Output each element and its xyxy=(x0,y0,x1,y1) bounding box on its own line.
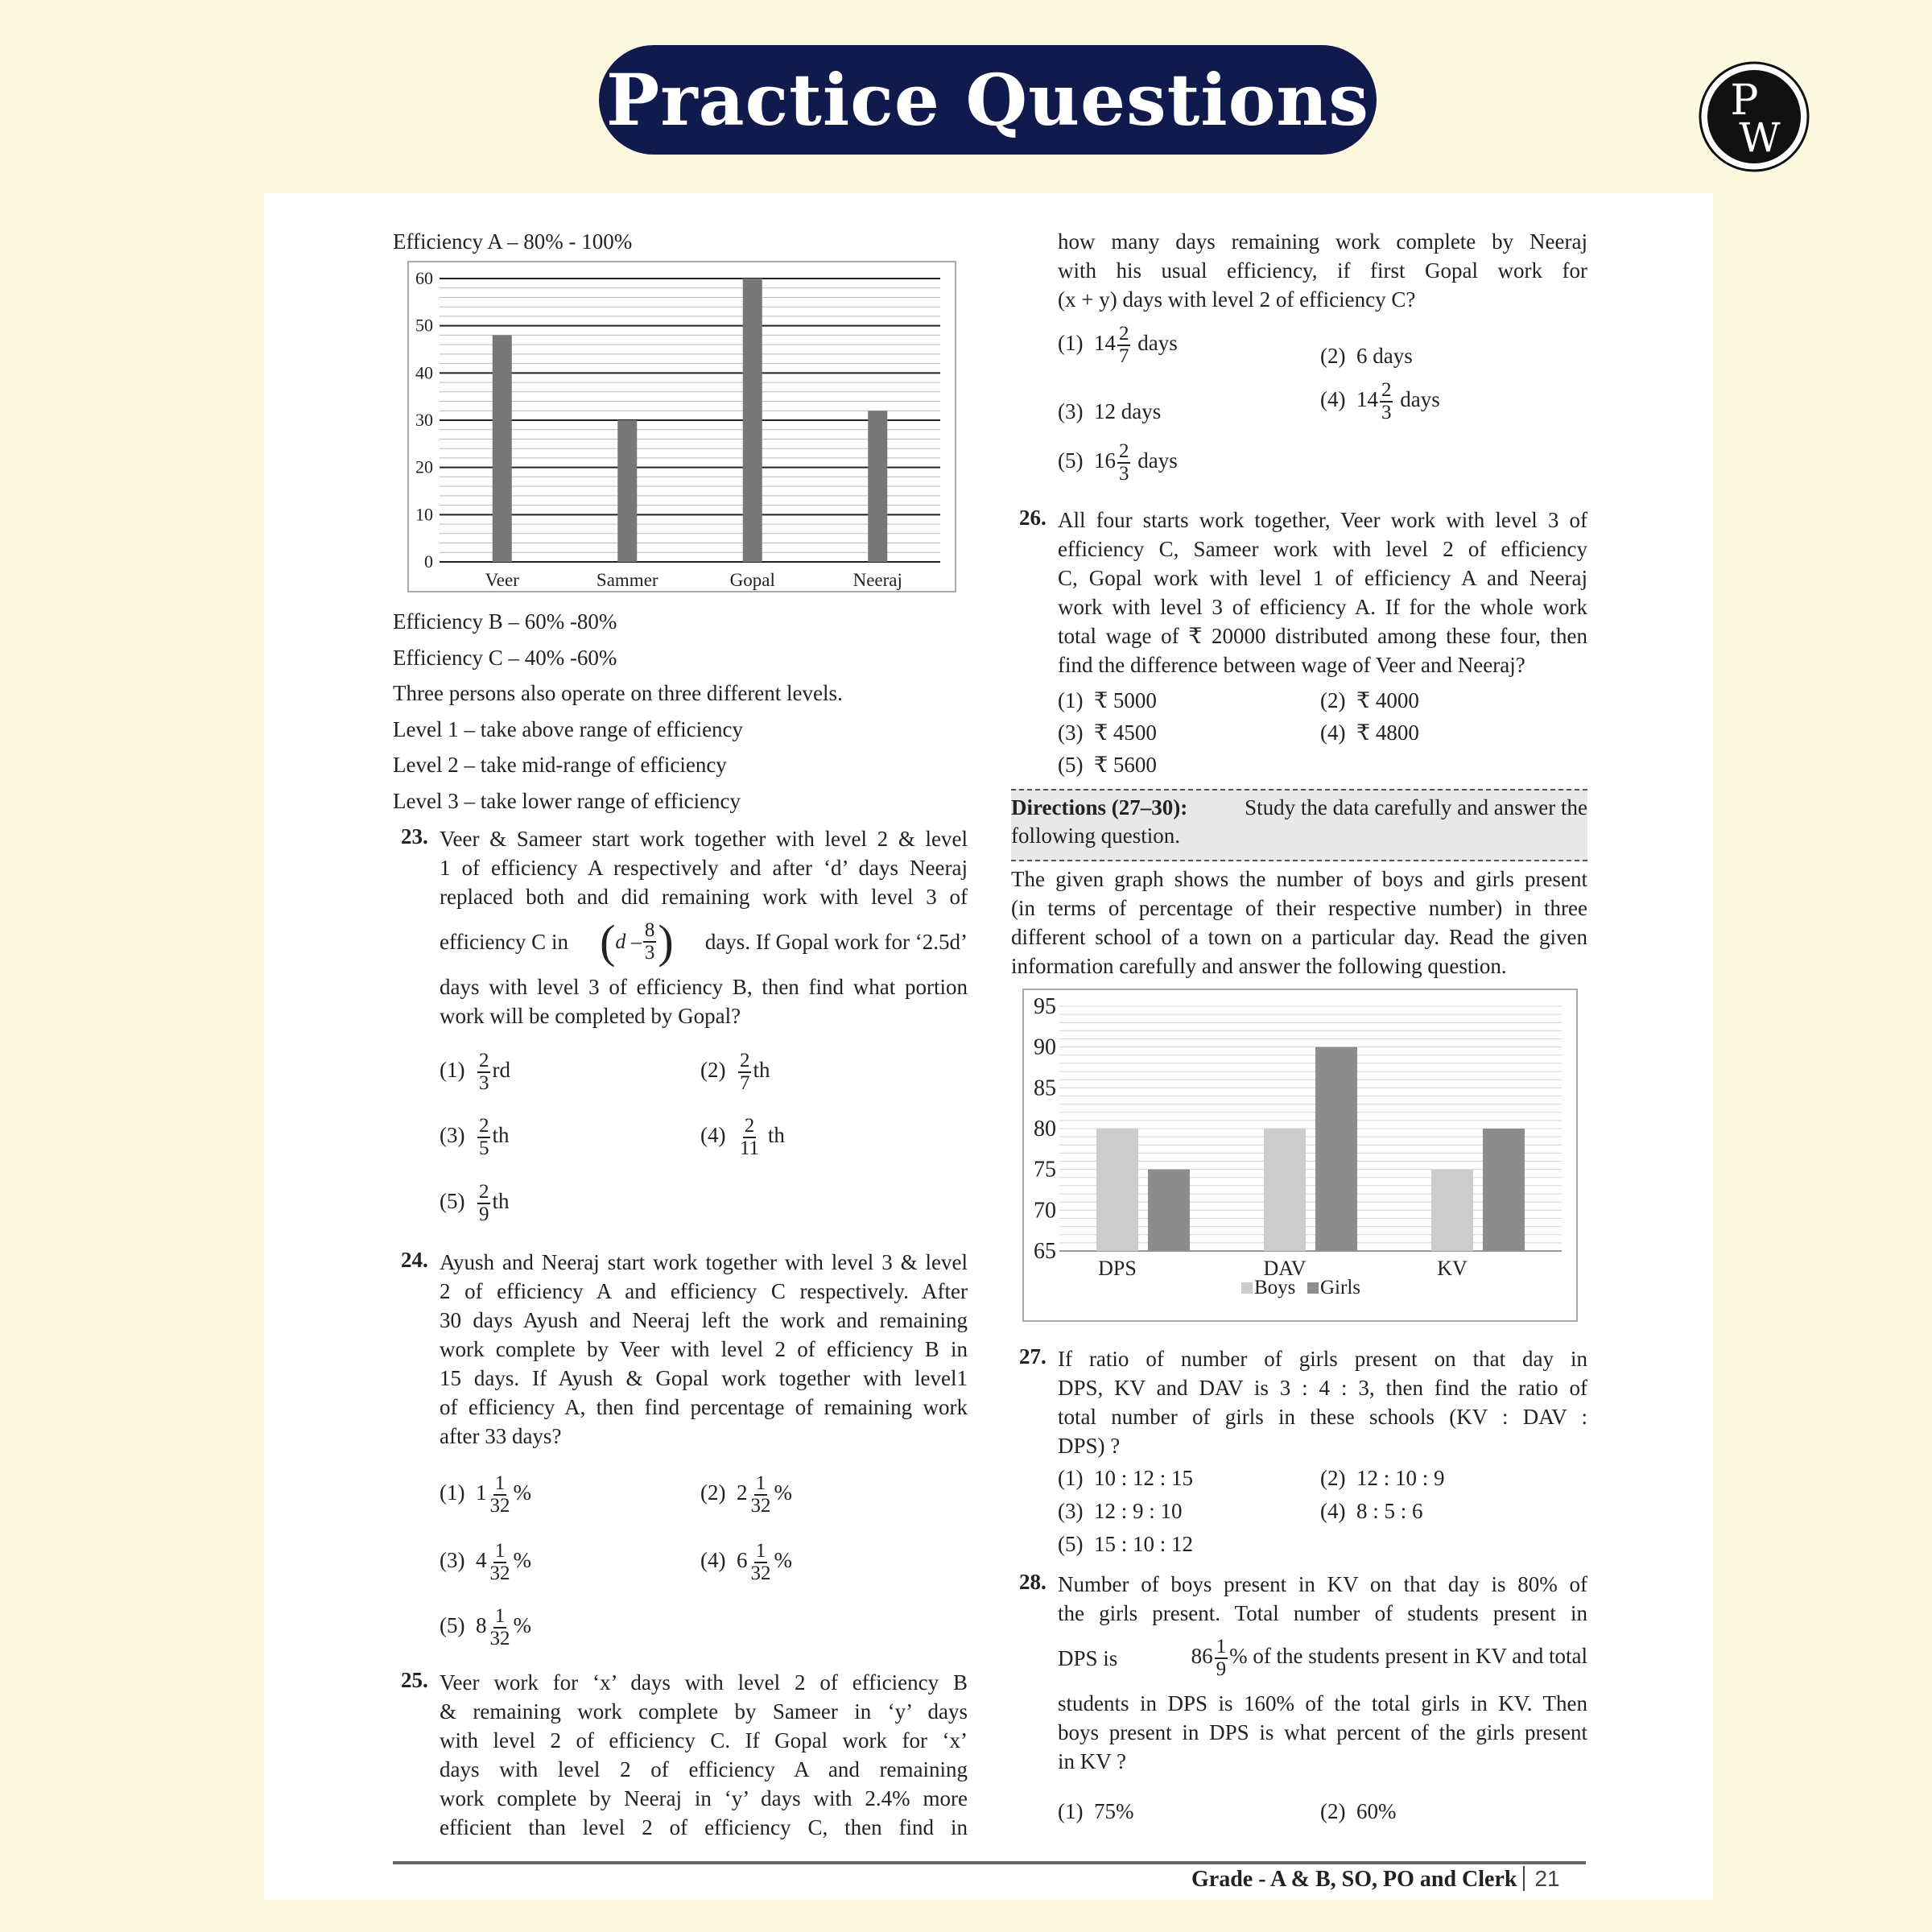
page-number: 21 xyxy=(1523,1866,1559,1891)
x-tick-label: Sammer xyxy=(596,570,658,590)
q27-text xyxy=(1058,1344,1587,1460)
q26-line: total wage of ₹ 20000 distributed among these four, then xyxy=(1058,624,1587,648)
q24-option-2: (2) 2 $\frac{1}{32}$ % xyxy=(700,1472,792,1517)
q23-line: 1 of efficiency A respectively and after ‘d’ days Neeraj xyxy=(440,856,968,880)
q24-option-3: (3) 4 $\frac{1}{32}$ % xyxy=(440,1540,531,1584)
q28-line: students in DPS is 160% of the total girls in KV. Then xyxy=(1058,1691,1587,1715)
y-tick-label: 75 xyxy=(1034,1157,1056,1183)
q26-option-1: (1) ₹ 5000 xyxy=(1058,688,1157,712)
q25-line: how many days remaining work complete by Neeraj xyxy=(1058,229,1587,254)
q23-line: days. If Gopal work for ‘2.5d’ xyxy=(704,930,968,954)
q27-option-3: (3) 12 : 9 : 10 xyxy=(1058,1499,1183,1523)
q23-line: efficiency C in xyxy=(440,930,568,954)
y-tick-label: 95 xyxy=(1034,994,1056,1019)
q23-line: days with level 3 of efficiency B, then find what portion xyxy=(440,975,968,999)
q23-expression: ( d – $\frac{8}{3}$ ) xyxy=(600,915,674,968)
level-3: Level 3 – take lower range of efficiency xyxy=(393,789,741,813)
q26-option-5: (5) ₹ 5600 xyxy=(1058,753,1157,777)
efficiency-b: Efficiency B – 60% -80% xyxy=(393,609,617,634)
q24-line: 2 of efficiency A and efficiency C respectively. After xyxy=(440,1279,968,1303)
q25-option-3: (3) 12 days xyxy=(1058,399,1162,423)
q24-option-5: (5) 8 $\frac{1}{32}$ % xyxy=(440,1605,531,1649)
x-tick-label: Neeraj xyxy=(852,570,902,590)
legend-swatch-boys xyxy=(1241,1282,1253,1294)
q23-option-3: (3) $\frac{2}{5}$ th xyxy=(440,1115,510,1159)
legend-swatch-girls xyxy=(1307,1282,1319,1294)
x-tick-label: Gopal xyxy=(729,570,775,590)
q28-number: 28. xyxy=(1019,1570,1046,1594)
footer-text: Grade - A & B, SO, PO and Clerk xyxy=(1191,1867,1517,1892)
q24-line: of efficiency A, then find percentage of remaining work xyxy=(440,1395,968,1419)
bar-sammer xyxy=(617,420,637,562)
q26-option-2: (2) ₹ 4000 xyxy=(1320,688,1419,712)
y-tick-label: 0 xyxy=(424,551,433,572)
y-tick-label: 85 xyxy=(1034,1075,1056,1101)
q23-expr-d: d – xyxy=(615,930,642,953)
q24-line: work complete by Veer with level 2 of efficiency B in xyxy=(440,1337,968,1361)
q25-line: days with level 2 of efficiency A and remaining xyxy=(440,1757,968,1781)
q28-formula-line xyxy=(1058,1628,1587,1689)
q27-option-2: (2) 12 : 10 : 9 xyxy=(1320,1466,1445,1490)
q25-line: (x + y) days with level 2 of efficiency C? xyxy=(1058,287,1416,312)
bar-gopal xyxy=(743,279,762,562)
q23-option-4: (4) $\frac{2}{11}$ th xyxy=(700,1115,785,1159)
fraction-numerator: 8 xyxy=(644,919,655,941)
q27-option-4: (4) 8 : 5 : 6 xyxy=(1320,1499,1423,1523)
footer xyxy=(1191,1866,1560,1893)
q23-option-1: (1) $\frac{2}{3}$ rd xyxy=(440,1050,510,1094)
y-tick-label: 50 xyxy=(415,315,433,336)
q25-option-1: (1) 14 $\frac{2}{7}$ days xyxy=(1058,323,1178,367)
q27-option-1: (1) 10 : 12 : 15 xyxy=(1058,1466,1193,1490)
q23-line: replaced both and did remaining work with level 3 of xyxy=(440,885,968,909)
q28-option-2: (2) 60% xyxy=(1320,1799,1397,1823)
attendance-bar-chart xyxy=(1024,990,1576,1320)
bar-dps-girls xyxy=(1148,1170,1190,1251)
q23-option-2: (2) $\frac{2}{7}$ th xyxy=(700,1050,770,1094)
q28-line: the girls present. Total number of students present in xyxy=(1058,1601,1587,1625)
q25-text-left xyxy=(440,1668,968,1842)
q24-line: Ayush and Neeraj start work together with level 3 & level xyxy=(440,1250,968,1274)
bar-kv-girls xyxy=(1483,1129,1525,1251)
x-tick-label: KV xyxy=(1437,1257,1468,1280)
q26-text xyxy=(1058,506,1587,679)
q23-line: Veer & Sameer start work together with level 2 & level xyxy=(440,827,968,851)
legend-label-girls: Girls xyxy=(1320,1277,1360,1298)
q26-number: 26. xyxy=(1019,506,1046,530)
directions-text: following question. xyxy=(1011,824,1180,848)
q23-expr-fraction xyxy=(643,920,657,964)
efficiency-bar-chart xyxy=(409,262,955,591)
q28-line: boys present in DPS is what percent of the girls present xyxy=(1058,1720,1587,1744)
q28-line: DPS is xyxy=(1058,1646,1118,1670)
efficiency-chart xyxy=(407,261,956,592)
q25-number: 25. xyxy=(401,1668,428,1692)
title-banner xyxy=(599,45,1377,155)
q26-line: efficiency C, Sameer work with level 2 of efficiency xyxy=(1058,537,1587,561)
q24-option-4: (4) 6 $\frac{1}{32}$ % xyxy=(700,1540,792,1584)
y-tick-label: 60 xyxy=(415,268,433,288)
page-title: Practice Questions xyxy=(606,58,1369,142)
q28-option-1: (1) 75% xyxy=(1058,1799,1134,1823)
q24-number: 24. xyxy=(401,1248,428,1272)
bar-dav-girls xyxy=(1315,1047,1357,1251)
q27-number: 27. xyxy=(1019,1344,1046,1368)
efficiency-c: Efficiency C – 40% -60% xyxy=(393,646,617,670)
q25-line: & remaining work complete by Sameer in ‘y’ days xyxy=(440,1699,968,1724)
chart-intro xyxy=(1011,865,1587,980)
q25-option-2: (2) 6 days xyxy=(1320,344,1413,368)
level-2: Level 2 – take mid-range of efficiency xyxy=(393,753,727,777)
bar-dav-boys xyxy=(1264,1129,1306,1251)
y-tick-label: 70 xyxy=(1034,1198,1056,1224)
q28-line: in KV ? xyxy=(1058,1749,1126,1773)
q26-line: C, Gopal work with level 1 of efficiency A and Neeraj xyxy=(1058,566,1587,590)
q27-line: DPS, KV and DAV is 3 : 4 : 3, then find the ratio of xyxy=(1058,1376,1587,1400)
attendance-chart xyxy=(1022,989,1578,1322)
q24-text xyxy=(440,1248,968,1451)
legend-label-boys: Boys xyxy=(1254,1277,1296,1298)
q27-line: DPS) ? xyxy=(1058,1434,1121,1458)
x-tick-label: Veer xyxy=(485,570,519,590)
footer-rule xyxy=(393,1861,1586,1864)
efficiency-a: Efficiency A – 80% - 100% xyxy=(393,229,633,254)
intro-line: information carefully and answer the following question. xyxy=(1011,954,1507,978)
bar-dps-boys xyxy=(1096,1129,1138,1251)
bar-neeraj xyxy=(868,411,887,562)
svg-text:P: P xyxy=(1730,76,1759,125)
q23-formula-line xyxy=(440,911,968,972)
y-tick-label: 30 xyxy=(415,410,433,430)
directions-text: Study the data carefully and answer the xyxy=(1245,795,1587,819)
pw-logo xyxy=(1699,61,1810,172)
q28-mixed-number: 86 $\frac{1}{9}$ % of the students present in KV and total xyxy=(1191,1636,1587,1680)
q25-line: efficient than level 2 of efficiency C, then find in xyxy=(440,1815,968,1839)
q23-number: 23. xyxy=(401,824,428,848)
q26-option-4: (4) ₹ 4800 xyxy=(1320,720,1419,745)
level-1: Level 1 – take above range of efficiency xyxy=(393,717,744,741)
x-tick-label: DPS xyxy=(1098,1257,1137,1280)
q27-line: total number of girls in these schools (KV : DAV : xyxy=(1058,1405,1587,1429)
intro-line: The given graph shows the number of boys and girls present xyxy=(1011,867,1587,891)
q24-option-1: (1) 1 $\frac{1}{32}$ % xyxy=(440,1472,531,1517)
q24-line: 30 days Ayush and Neeraj left the work and remaining xyxy=(440,1308,968,1332)
intro-line: different school of a town on a particular day. Read the given xyxy=(1011,925,1587,949)
q28-line: Number of boys present in KV on that day is 80% of xyxy=(1058,1572,1587,1596)
q23-option-5: (5) $\frac{2}{9}$ th xyxy=(440,1181,510,1225)
y-tick-label: 20 xyxy=(415,456,433,477)
svg-text:W: W xyxy=(1739,114,1781,161)
directions-label: Directions (27–30): xyxy=(1011,795,1188,819)
q25-text-right xyxy=(1058,227,1587,314)
q25-line: Veer work for ‘x’ days with level 2 of efficiency B xyxy=(440,1670,968,1695)
bar-kv-boys xyxy=(1431,1170,1473,1251)
q26-line: All four starts work together, Veer work with level 3 of xyxy=(1058,508,1587,532)
q25-line: with his usual efficiency, if first Gopal work for xyxy=(1058,258,1587,283)
q26-line: find the difference between wage of Veer and Neeraj? xyxy=(1058,653,1525,677)
q23-text xyxy=(440,824,968,1030)
q26-line: work with level 3 of efficiency A. If for the whole work xyxy=(1058,595,1587,619)
q23-line: work will be completed by Gopal? xyxy=(440,1004,741,1028)
y-tick-label: 90 xyxy=(1034,1034,1056,1060)
directions-line xyxy=(1011,794,1587,822)
q28-text xyxy=(1058,1570,1587,1776)
fraction-denominator: 3 xyxy=(644,942,655,964)
q25-option-5: (5) 16 $\frac{2}{3}$ days xyxy=(1058,440,1178,485)
q24-line: after 33 days? xyxy=(440,1424,562,1448)
y-tick-label: 65 xyxy=(1034,1239,1056,1264)
q25-line: work complete by Neeraj in ‘y’ days with 2.4% more xyxy=(440,1786,968,1810)
y-tick-label: 40 xyxy=(415,362,433,383)
x-tick-label: DAV xyxy=(1263,1257,1307,1280)
y-tick-label: 10 xyxy=(415,504,433,525)
q26-option-3: (3) ₹ 4500 xyxy=(1058,720,1157,745)
bar-veer xyxy=(493,335,512,562)
q25-line: with level 2 of efficiency C. If Gopal work for ‘x’ xyxy=(440,1728,968,1752)
levels-intro: Three persons also operate on three different levels. xyxy=(393,681,843,705)
q27-line: If ratio of number of girls present on that day in xyxy=(1058,1347,1587,1371)
y-tick-label: 80 xyxy=(1034,1117,1056,1141)
q24-line: 15 days. If Ayush & Gopal work together with level1 xyxy=(440,1366,968,1390)
directions-box xyxy=(1011,789,1587,861)
intro-line: (in terms of percentage of their respective number) in three xyxy=(1011,896,1587,920)
q27-option-5: (5) 15 : 10 : 12 xyxy=(1058,1532,1193,1556)
q25-option-4: (4) 14 $\frac{2}{3}$ days xyxy=(1320,379,1440,423)
